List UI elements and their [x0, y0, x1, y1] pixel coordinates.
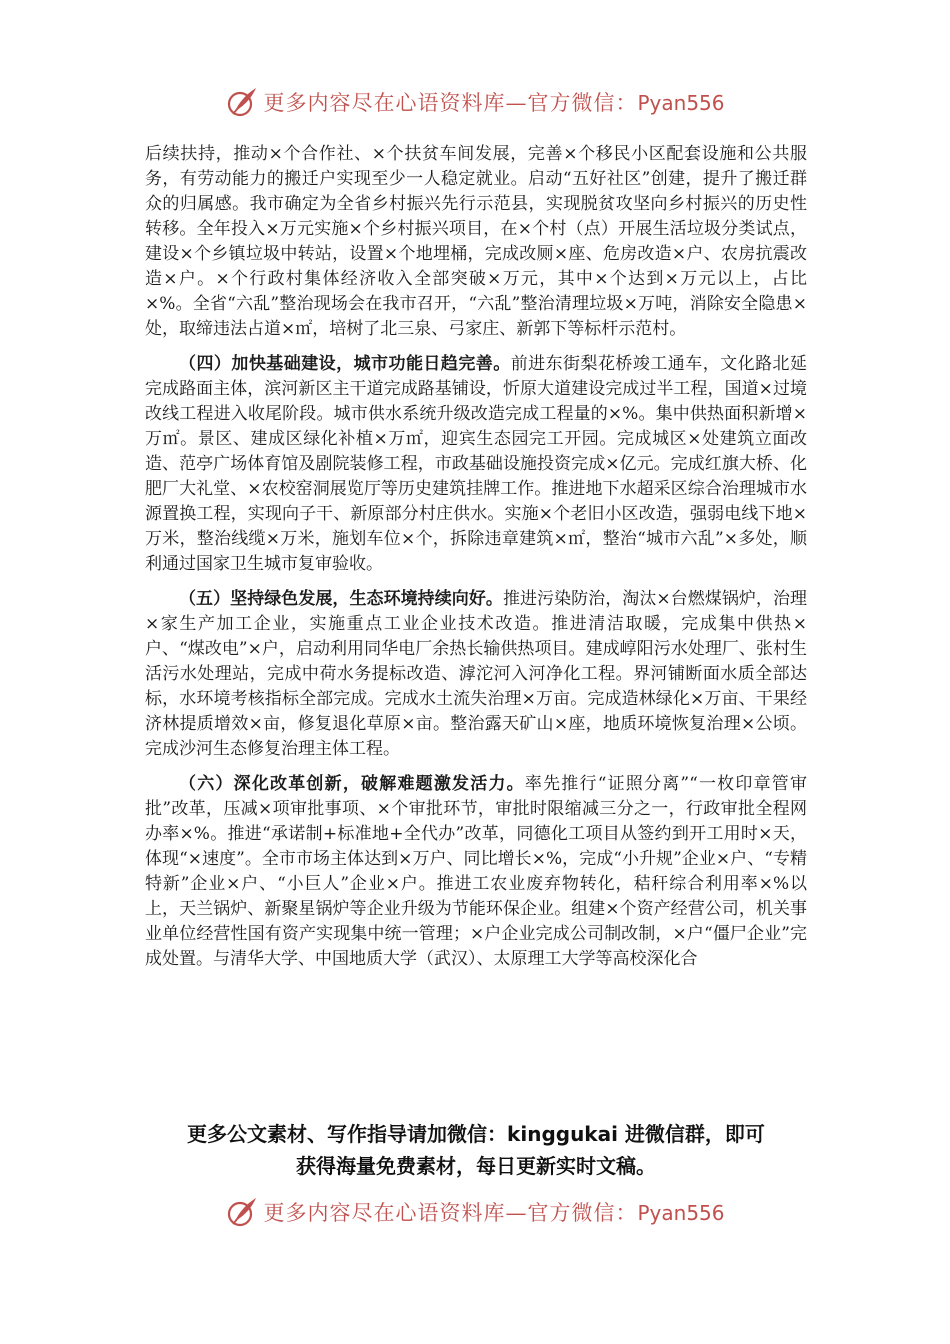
- paragraph-section-6: [145, 772, 807, 972]
- feather-pen-logo-icon: [225, 1195, 259, 1229]
- paragraph-continuation: [145, 142, 807, 342]
- promo-line-2: 获得海量免费素材，每日更新实时文稿。: [296, 1154, 656, 1178]
- footer-banner: [0, 1192, 950, 1232]
- paragraph-body: 后续扶持，推动×个合作社、×个扶贫车间发展，完善×个移民小区配套设施和公共服务，有劳动能力的搬迁户实现至少一人稳定就业。启动“五好社区”创建，提升了搬迁群众的归属感。我市确定为全省乡村振兴先行示范县，实现脱贫攻坚向乡村振兴的历史性转移。全年投入×万元实施×个乡村振兴项目，在×个村（点）开展生活垃圾分类试点，建设×个乡镇垃圾中转站，设置×个地埋桶，完成改厕×座、危房改造×户、农房抗震改造×户。×个行政村集体经济收入全部突破×万元，其中×个达到×万元以上，占比×%。全省“六乱”整治现场会在我市召开，“六乱”整治清理垃圾×万吨，消除安全隐患×处，取缔违法占道×㎡，培树了北三泉、弓家庄、新郭下等标杆示范村。: [145, 144, 807, 339]
- paragraph-body: 率先推行“证照分离”“一枚印章管审批”改革，压减×项审批事项、×个审批环节，审批时限缩减三分之一，行政审批全程网办率×%。推进“承诺制+标准地+全代办”改革，同德化工项目从签约到开工用时×天，体现“×速度”。全市市场主体达到×万户、同比增长×%，完成“小升规”企业×户、“专精特新”企业×户、“小巨人”企业×户。推进工农业废弃物转化，秸秆综合利用率×%以上，天兰锅炉、新聚星锅炉等企业升级为节能环保企业。组建×个资产经营公司，机关事业单位经营性国有资产实现集中统一管理；×户企业完成公司制改制，×户“僵尸企业”完成处置。与清华大学、中国地质大学（武汉）、太原理工大学等高校深化合: [145, 774, 808, 969]
- footer-banner-text: 更多内容尽在心语资料库—官方微信：Pyan556: [263, 1201, 725, 1225]
- document-body: [145, 142, 807, 982]
- section-heading: （六）深化改革创新，破解难题激发活力。: [179, 774, 525, 794]
- promo-text: [140, 1118, 812, 1182]
- section-heading: （四）加快基础建设，城市功能日趋完善。: [179, 354, 511, 374]
- header-wechat-id: Pyan556: [637, 91, 725, 115]
- section-heading: （五）坚持绿色发展，生态环境持续向好。: [179, 589, 503, 609]
- footer-wechat-id: Pyan556: [637, 1201, 725, 1225]
- paragraph-section-4: [145, 352, 807, 577]
- paragraph-body: 推进污染防治，淘汰×台燃煤锅炉，治理×家生产加工企业，实施重点工业企业技术改造。推进清洁取暖，完成集中供热×户、“煤改电”×户，启动利用同华电厂余热长输供热项目。建成崞阳污水处理厂、张村生活污水处理站，完成中荷水务提标改造、滹沱河入河净化工程。界河铺断面水质全部达标，水环境考核指标全部完成。完成水土流失治理×万亩。完成造林绿化×万亩、干果经济林提质增效×亩，修复退化草原×亩。整治露天矿山×座，地质环境恢复治理×公顷。完成沙河生态修复治理主体工程。: [145, 589, 808, 759]
- paragraph-section-5: [145, 587, 807, 762]
- header-banner-text: 更多内容尽在心语资料库—官方微信：Pyan556: [263, 91, 725, 115]
- feather-pen-logo-icon: [225, 85, 259, 119]
- paragraph-body: 前进东街梨花桥竣工通车，文化路北延完成路面主体，滨河新区主干道完成路基铺设，忻原大道建设完成过半工程，国道×过境改线工程进入收尾阶段。城市供水系统升级改造完成工程量的×%。集中供热面积新增×万㎡。景区、建成区绿化补植×万㎡，迎宾生态园完工开园。完成城区×处建筑立面改造、范亭广场体育馆及剧院装修工程，市政基础设施投资完成×亿元。完成红旗大桥、化肥厂大礼堂、×农校窑洞展览厅等历史建筑挂牌工作。推进地下水超采区综合治理城市水源置换工程，实现向子干、新原部分村庄供水。实施×个老旧小区改造，强弱电线下地×万米，整治线缆×万米，施划车位×个，拆除违章建筑×㎡，整治“城市六乱”×多处，顺利通过国家卫生城市复审验收。: [145, 354, 808, 574]
- header-banner: [0, 82, 950, 122]
- promo-line-1: 更多公文素材、写作指导请加微信：kinggukai 进微信群，即可: [187, 1122, 765, 1146]
